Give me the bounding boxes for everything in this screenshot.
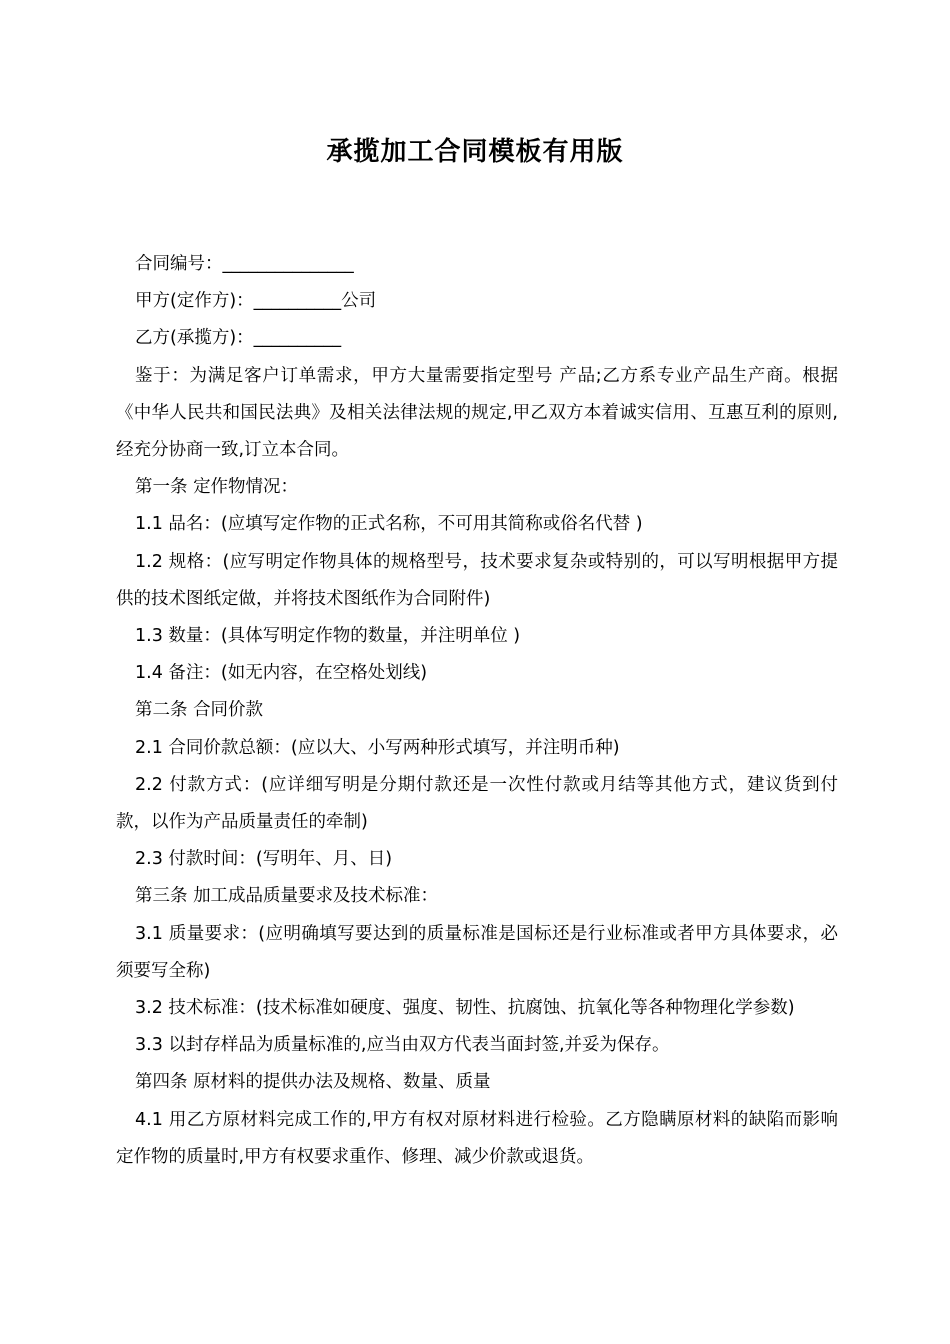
party-b-line: 乙方(承揽方)：__________ (135, 328, 342, 349)
document-body (116, 246, 838, 1176)
article-2-heading: 第二条 合同价款 (135, 700, 264, 721)
clause-3-2: 3.2 技术标准：(技术标准如硬度、强度、韧性、抗腐蚀、抗氧化等各种物理化学参数) (135, 998, 795, 1019)
clause-3-3: 3.3 以封存样品为质量标准的,应当由双方代表当面封签,并妥为保存。 (135, 1035, 670, 1056)
clause-1-3: 1.3 数量：(具体写明定作物的数量，并注明单位 ) (135, 626, 521, 647)
clause-2-2: 2.2 付款方式：(应详细写明是分期付款还是一次性付款或月结等其他方式，建议货到付款，以作为产品质量责任的牵制) (116, 774, 838, 833)
preamble-paragraph: 鉴于：为满足客户订单需求，甲方大量需要指定型号 产品;乙方系专业产品生产商。根据《中华人民共和国民法典》及相关法律法规的规定,甲乙双方本着诚实信用、互惠互利的原则,经充分协商一致,订立本合同。 (116, 365, 838, 461)
clause-3-1: 3.1 质量要求：(应明确填写要达到的质量标准是国标还是行业标准或者甲方具体要求，必须要写全称) (116, 923, 838, 981)
clause-2-1: 2.1 合同价款总额：(应以大、小写两种形式填写，并注明币种) (135, 737, 620, 758)
party-a-line: 甲方(定作方)：__________公司 (135, 291, 377, 312)
clause-4-1: 4.1 用乙方原材料完成工作的,甲方有权对原材料进行检验。乙方隐瞒原材料的缺陷而影响定作物的质量时,甲方有权要求重作、修理、减少价款或退货。 (116, 1109, 838, 1167)
article-3-heading: 第三条 加工成品质量要求及技术标准： (135, 886, 439, 907)
article-1-heading: 第一条 定作物情况： (135, 477, 299, 498)
clause-1-2: 1.2 规格：(应写明定作物具体的规格型号，技术要求复杂或特别的，可以写明根据甲方提供的技术图纸定做，并将技术图纸作为合同附件) (116, 551, 838, 609)
article-4-heading: 第四条 原材料的提供办法及规格、数量、质量 (135, 1072, 491, 1093)
clause-2-3: 2.3 付款时间：(写明年、月、日) (135, 849, 393, 870)
clause-1-4: 1.4 备注：(如无内容，在空格处划线) (135, 663, 428, 684)
document-title: 承揽加工合同模板有用版 (326, 137, 624, 167)
contract-number-line: 合同编号：_______________ (135, 254, 354, 274)
clause-1-1: 1.1 品名：(应填写定作物的正式名称，不可用其简称或俗名代替 ) (135, 514, 643, 535)
